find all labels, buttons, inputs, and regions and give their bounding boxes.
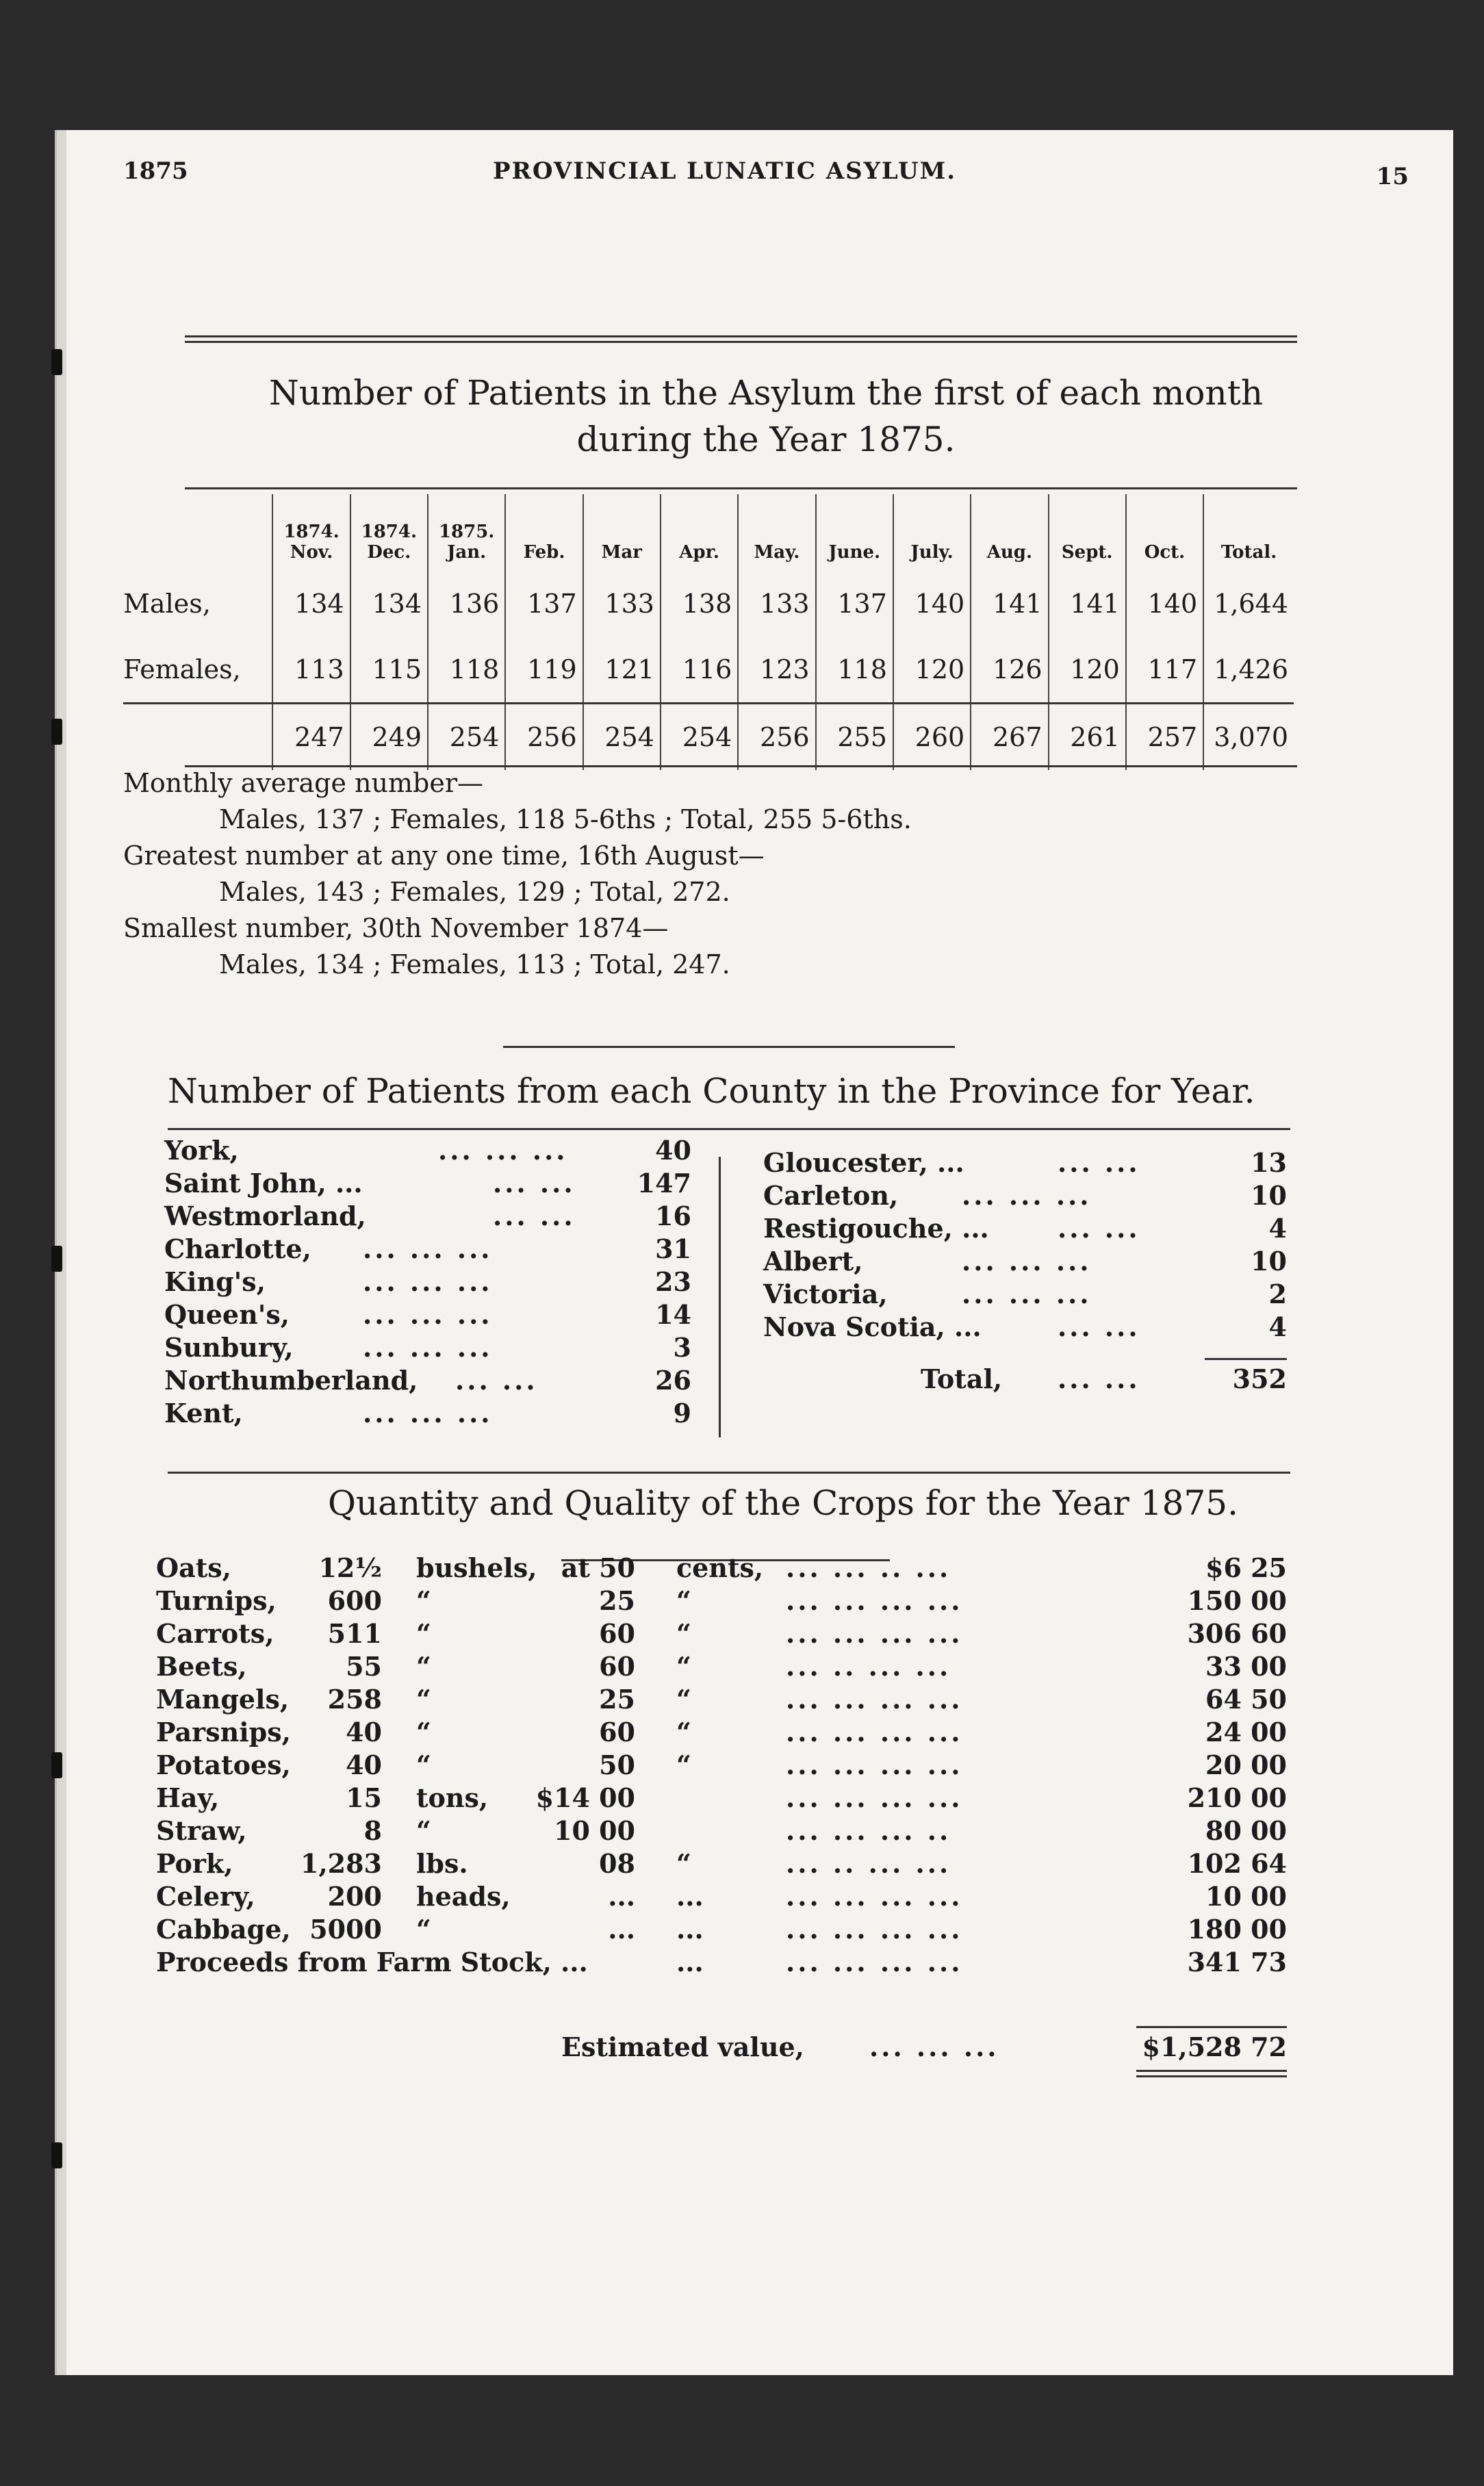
county-name: Nova Scotia, ... [763,1311,982,1342]
estimated-value-row [561,2032,1287,2062]
crop-amount: 210 00 [1187,1782,1287,1813]
crop-item: Cabbage, [156,1914,291,1945]
header-rule [185,341,1297,343]
crop-unit: “ [416,1684,431,1715]
county-value: 10 [1251,1246,1287,1277]
monthly-stats [123,765,1287,983]
table-cell: 118 [816,637,893,704]
table-cell: 116 [661,637,738,704]
double-rule [1136,2070,1287,2072]
table-cell: 136 [428,571,505,637]
crop-item: Beets, [156,1651,247,1682]
stats-line: Monthly average number— [123,768,483,798]
crop-price: 60 [599,1618,635,1649]
crop-item: Proceeds from Farm Stock, ... [156,1947,588,1977]
crop-quantity: 1,283 [300,1848,382,1879]
leader-dots: ... ... [1058,1363,1140,1394]
table-top-rule [185,487,1297,489]
county-value: 14 [655,1299,691,1330]
crop-unit: heads, [416,1881,511,1912]
crops-table [156,1552,1287,1979]
county-value: 26 [655,1365,691,1396]
column-header: Total. [1203,494,1294,571]
estimated-label: Estimated value, [561,2032,804,2062]
crop-unit: “ [416,1618,431,1649]
county-value: 16 [655,1201,691,1231]
column-header: Feb. [505,494,583,571]
stats-line: Males, 143 ; Females, 129 ; Total, 272. [219,877,730,907]
crop-quantity: 40 [346,1717,382,1747]
crop-price: 08 [599,1848,635,1879]
crop-unit: “ [416,1651,431,1682]
county-row [763,1246,1287,1279]
crop-amount: 102 64 [1187,1848,1287,1879]
leader-dots: ... ... ... [363,1266,493,1297]
running-head [123,157,1409,198]
county-value: 4 [1268,1311,1287,1342]
crop-price: 60 [599,1651,635,1682]
crop-quantity: 12½ [318,1552,382,1583]
table-cell: 141 [971,571,1048,637]
county-name: Restigouche, ... [763,1213,989,1244]
crop-amount: 33 00 [1205,1651,1287,1682]
county-row [164,1233,691,1266]
leader-dots: ... ... ... ... [786,1618,963,1649]
leader-dots: ... ... ... .. [786,1815,951,1846]
crop-unit: “ [416,1815,431,1846]
county-name: Victoria, [763,1279,888,1309]
county-value: 23 [655,1266,691,1297]
county-row [164,1365,691,1398]
crop-row [156,1750,1287,1782]
table-row-total [123,704,1294,771]
crop-price-unit: ... [676,1947,704,1977]
section-heading-county: Number of Patients from each County in the Province for Year. [168,1071,1255,1111]
header-rule [185,335,1297,337]
county-name: Northumberland, [164,1365,418,1396]
leader-dots: ... ... ... [869,2032,999,2062]
county-column-right [763,1147,1287,1411]
running-head-year: 1875 [123,157,188,185]
leader-dots: ... ... [1058,1147,1140,1178]
table-cell: 247 [272,704,350,771]
crop-item: Parsnips, [156,1717,291,1747]
crop-unit: bushels, [416,1552,537,1583]
table-cell: 134 [350,571,428,637]
crop-price-unit: ... [676,1914,704,1945]
county-name: Westmorland, [164,1201,366,1231]
crop-amount: 24 00 [1205,1717,1287,1747]
crop-item: Celery, [156,1881,255,1912]
table-cell: 254 [583,704,661,771]
crop-price-unit: “ [676,1717,691,1747]
crop-unit: “ [416,1914,431,1945]
county-row [164,1168,691,1201]
table-cell: 133 [738,571,815,637]
column-header: Apr. [661,494,738,571]
crop-item: Potatoes, [156,1750,291,1780]
county-value: 13 [1251,1147,1287,1178]
crop-amount: 80 00 [1205,1815,1287,1846]
county-row [763,1279,1287,1311]
column-header: Sept. [1049,494,1126,571]
crop-row [156,1914,1287,1947]
table-header-blank [123,494,272,571]
crop-row [156,1815,1287,1848]
table-row-males [123,571,1294,637]
total-value: 352 [1232,1363,1287,1394]
crop-row [156,1947,1287,1979]
binding-tab [51,1752,62,1778]
table-cell: 120 [1049,637,1126,704]
stats-line: Males, 137 ; Females, 118 5-6ths ; Total, 255 5-6ths. [219,804,912,834]
leader-dots: ... ... ... [363,1398,493,1428]
leader-dots: ... ... ... ... [786,1881,963,1912]
leader-dots: ... ... ... ... [786,1914,963,1945]
crop-row [156,1782,1287,1815]
table-cell: 113 [272,637,350,704]
total-rule [1205,1358,1287,1360]
county-row [763,1180,1287,1213]
county-value: 4 [1268,1213,1287,1244]
leader-dots: ... ... ... [363,1332,493,1363]
county-value: 2 [1268,1279,1287,1309]
row-label: Males, [123,589,211,619]
leader-dots: ... ... [493,1201,576,1231]
crop-price-unit: “ [676,1618,691,1649]
county-name: York, [164,1135,239,1166]
leader-dots: ... ... .. ... [786,1552,951,1583]
crop-amount: 341 73 [1187,1947,1287,1977]
crop-amount: 10 00 [1205,1881,1287,1912]
binding-tab [51,1246,62,1272]
crop-quantity: 15 [346,1782,382,1813]
section-divider [503,1046,955,1048]
crop-row [156,1585,1287,1618]
column-header: Mar [583,494,661,571]
crop-unit: “ [416,1585,431,1616]
leader-dots: ... ... ... ... [786,1717,963,1747]
county-value: 147 [637,1168,691,1199]
crop-row [156,1881,1287,1914]
column-header: July. [893,494,971,571]
crop-quantity: 55 [346,1651,382,1682]
crop-item: Hay, [156,1782,220,1813]
leader-dots: ... ... [455,1365,538,1396]
crop-unit: lbs. [416,1848,468,1879]
heading-line: during the Year 1875. [576,420,956,459]
table-cell: 256 [505,704,583,771]
section-heading-crops: Quantity and Quality of the Crops for the Year 1875. [328,1483,1238,1523]
crop-amount: 64 50 [1205,1684,1287,1715]
crop-quantity: 200 [327,1881,382,1912]
county-row [164,1332,691,1365]
crop-item: Oats, [156,1552,231,1583]
county-value: 10 [1251,1180,1287,1211]
crop-row [156,1651,1287,1684]
county-name: Albert, [763,1246,863,1277]
table-cell: 140 [1126,571,1203,637]
heading-line: Number of Patients in the Asylum the first of each month [268,373,1264,413]
leader-dots: ... ... ... ... [786,1750,963,1780]
county-total-row [763,1363,1287,1411]
crop-unit: “ [416,1717,431,1747]
crop-price: 25 [599,1684,635,1715]
leader-dots: ... ... ... [962,1180,1092,1211]
county-row [763,1311,1287,1344]
column-header: Aug. [971,494,1048,571]
crop-price: 25 [599,1585,635,1616]
table-cell: 134 [272,571,350,637]
crop-quantity: 40 [346,1750,382,1780]
table-cell: 255 [816,704,893,771]
county-name: King's, [164,1266,266,1297]
leader-dots: ... ... ... [962,1246,1092,1277]
table-cell: 257 [1126,704,1203,771]
crop-quantity: 5000 [309,1914,382,1945]
column-header: June. [816,494,893,571]
crop-row [156,1848,1287,1881]
crop-unit: tons, [416,1782,489,1813]
table-cell: 141 [1049,571,1126,637]
county-row [763,1147,1287,1180]
county-name: Carleton, [763,1180,899,1211]
column-header: Oct. [1126,494,1203,571]
table-cell: 260 [893,704,971,771]
table-cell: 120 [893,637,971,704]
county-row [164,1135,691,1168]
estimated-amount: $1,528 72 [1142,2032,1287,2062]
table-cell: 137 [505,571,583,637]
county-name: Saint John, ... [164,1168,363,1199]
crop-price-unit: “ [676,1684,691,1715]
column-header: 1874. Dec. [350,494,428,571]
stats-line: Males, 134 ; Females, 113 ; Total, 247. [219,949,730,979]
crop-price-unit: “ [676,1651,691,1682]
table-cell: 254 [428,704,505,771]
table-cell: 115 [350,637,428,704]
table-cell: 267 [971,704,1048,771]
leader-dots: ... ... [1058,1213,1140,1244]
total-label: Total, [921,1363,1003,1394]
crop-quantity: 258 [327,1684,382,1715]
table-cell: 138 [661,571,738,637]
crop-row [156,1684,1287,1717]
sum-rule [1136,2026,1287,2028]
table-cell: 123 [738,637,815,704]
leader-dots: ... ... [493,1168,576,1199]
section-heading-monthly [123,370,1409,463]
column-header: 1874. Nov. [272,494,350,571]
crop-amount: $6 25 [1205,1552,1287,1583]
leader-dots: ... .. ... ... [786,1651,951,1682]
crop-price: ... [608,1881,635,1912]
leader-dots: ... ... ... [363,1233,493,1264]
crop-quantity: 511 [327,1618,382,1649]
crop-price: at 50 [561,1552,635,1583]
crop-unit: “ [416,1750,431,1780]
county-row [763,1213,1287,1246]
leader-dots: ... ... ... ... [786,1684,963,1715]
crop-row [156,1552,1287,1585]
leader-dots: ... ... [1058,1311,1140,1342]
table-cell: 256 [738,704,815,771]
county-value: 40 [655,1135,691,1166]
row-label [123,704,272,771]
table-cell: 140 [893,571,971,637]
county-name: Sunbury, [164,1332,294,1363]
leader-dots: ... .. ... ... [786,1848,951,1879]
crop-price-unit: “ [676,1848,691,1879]
binding-tab [51,349,62,375]
table-cell: 3,070 [1203,704,1294,771]
county-name: Kent, [164,1398,243,1428]
county-value: 31 [655,1233,691,1264]
page-number: 15 [1376,163,1409,190]
row-label: Females, [123,654,241,684]
crop-price: ... [608,1914,635,1945]
monthly-patients-table [123,494,1294,770]
crop-amount: 150 00 [1187,1585,1287,1616]
double-rule [1136,2075,1287,2077]
stats-line: Greatest number at any one time, 16th August— [123,841,765,871]
crop-price: 50 [599,1750,635,1780]
table-cell: 119 [505,637,583,704]
crop-amount: 180 00 [1187,1914,1287,1945]
table-cell: 133 [583,571,661,637]
table-cell: 1,426 [1203,637,1294,704]
county-row [164,1201,691,1233]
county-row [164,1398,691,1431]
county-value: 3 [673,1332,691,1363]
county-row [164,1299,691,1332]
column-header: May. [738,494,815,571]
table-cell: 137 [816,571,893,637]
crop-item: Pork, [156,1848,233,1879]
county-bottom-rule [168,1472,1290,1474]
table-row-females [123,637,1294,704]
county-name: Charlotte, [164,1233,311,1264]
leader-dots: ... ... ... [962,1279,1092,1309]
table-cell: 118 [428,637,505,704]
crop-item: Turnips, [156,1585,277,1616]
leader-dots: ... ... ... ... [786,1585,963,1616]
leader-dots: ... ... ... [363,1299,493,1330]
stats-line: Smallest number, 30th November 1874— [123,913,669,943]
crop-quantity: 8 [363,1815,382,1846]
table-cell: 117 [1126,637,1203,704]
county-name: Queen's, [164,1299,290,1330]
binding-tab [51,2142,62,2168]
binding-tab [51,719,62,745]
leader-dots: ... ... ... ... [786,1782,963,1813]
crop-amount: 20 00 [1205,1750,1287,1780]
county-top-rule [168,1128,1290,1130]
crop-price: $14 00 [535,1782,635,1813]
running-head-title: PROVINCIAL LUNATIC ASYLUM. [493,157,957,185]
column-header: 1875. Jan. [428,494,505,571]
crop-price: 60 [599,1717,635,1747]
crop-price-unit: ... [676,1881,704,1912]
crop-row [156,1717,1287,1750]
crop-price-unit: “ [676,1750,691,1780]
table-cell: 261 [1049,704,1126,771]
crop-row [156,1618,1287,1651]
table-cell: 121 [583,637,661,704]
county-name: Gloucester, ... [763,1147,964,1178]
crop-price: 10 00 [554,1815,635,1846]
county-column-left [164,1135,691,1431]
table-cell: 254 [661,704,738,771]
table-cell: 126 [971,637,1048,704]
crop-price-unit: “ [676,1585,691,1616]
crop-quantity: 600 [327,1585,382,1616]
leader-dots: ... ... ... ... [786,1947,963,1977]
crop-amount: 306 60 [1187,1618,1287,1649]
table-cell: 249 [350,704,428,771]
crop-item: Carrots, [156,1618,274,1649]
crop-item: Mangels, [156,1684,290,1715]
crop-item: Straw, [156,1815,247,1846]
column-divider [719,1157,721,1437]
county-value: 9 [673,1398,691,1428]
leader-dots: ... ... ... [438,1135,568,1166]
county-row [164,1266,691,1299]
crop-price-unit: cents, [676,1552,764,1583]
table-cell: 1,644 [1203,571,1294,637]
